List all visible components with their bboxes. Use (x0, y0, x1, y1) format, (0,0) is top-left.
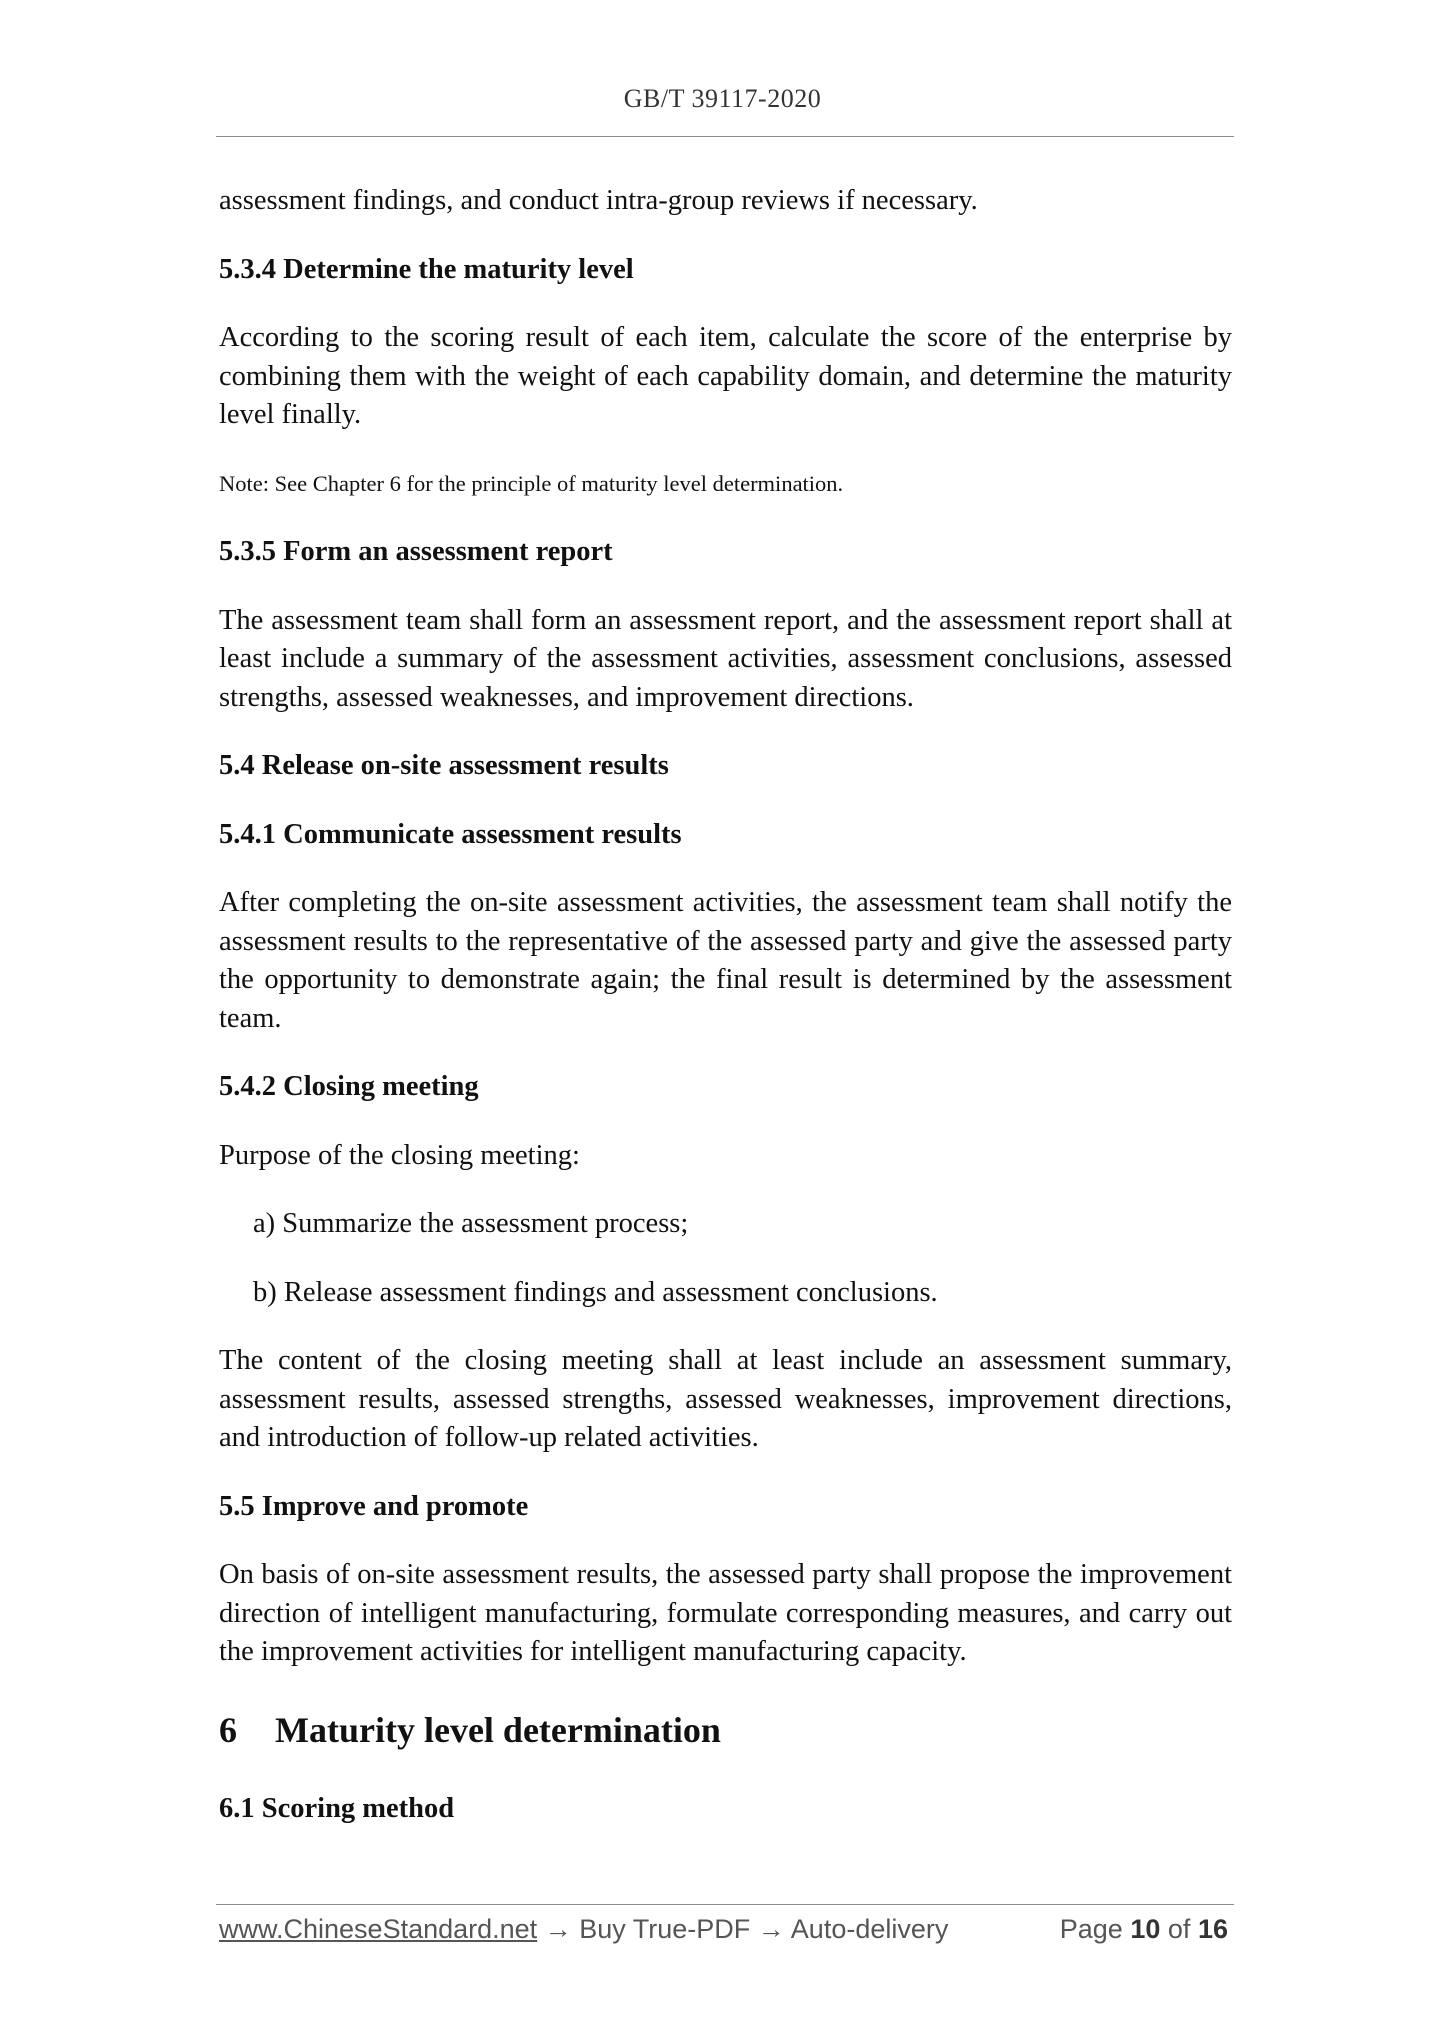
list-item: a) Summarize the assessment process; (253, 1208, 689, 1239)
note-5-3-4: Note: See Chapter 6 for the principle of maturity level determination. (219, 470, 844, 496)
paragraph-5-3-4: According to the scoring result of each item, calculate the score of the enterprise by combining them with the weight of each capability domain, and determine the maturity level finally. (219, 322, 1232, 430)
page-label: Page (1059, 1914, 1123, 1944)
paragraph-5-4-2-intro: Purpose of the closing meeting: (219, 1139, 580, 1171)
page-total: 16 (1197, 1914, 1228, 1944)
footer-divider (216, 1904, 1234, 1905)
arrow-right-icon: → (544, 1914, 572, 1944)
section-heading-5-4-1: 5.4.1 Communicate assessment results (219, 818, 682, 850)
section-heading-5-5: 5.5 Improve and promote (219, 1490, 529, 1522)
page-number (1060, 1914, 1228, 1945)
chapter-title: Maturity level determination (275, 1709, 721, 1750)
header-divider (216, 136, 1234, 137)
section-heading-6-1: 6.1 Scoring method (219, 1792, 455, 1824)
chapter-number: 6 (219, 1709, 237, 1750)
paragraph-5-5: On basis of on-site assessment results, the assessed party shall propose the improvement direction of intelligent manufacturing, formulate corresponding measures, and carry out the improvement activities for intelligent manufacturing capacity. (219, 1559, 1232, 1667)
website-link[interactable]: www.ChineseStandard.net (219, 1914, 538, 1944)
section-heading-5-3-5: 5.3.5 Form an assessment report (219, 536, 613, 567)
page-footer (219, 1914, 1232, 1954)
document-id-header: GB/T 39117-2020 (623, 84, 822, 113)
arrow-right-icon: → (757, 1914, 785, 1944)
section-heading-5-3-4: 5.3.4 Determine the maturity level (219, 253, 634, 285)
paragraph-5-4-1: After completing the on-site assessment activities, the assessment team shall notify the assessment results to the representative of the assessed party and give the assessed party the opportunity to demonstrate again; the final result is determined by the assessment team. (219, 887, 1232, 1034)
paragraph-5-4-2-content: The content of the closing meeting shall at least include an assessment summary, assessment results, assessed strengths, assessed weaknesses, improvement directions, and introduction of follow-up related activities. (219, 1345, 1232, 1453)
paragraph-continued: assessment findings, and conduct intra-group reviews if necessary. (219, 185, 978, 216)
section-heading-5-4-2: 5.4.2 Closing meeting (219, 1071, 479, 1102)
paragraph-5-3-5: The assessment team shall form an assessment report, and the assessment report shall at least include a summary of the assessment activities, assessment conclusions, assessed strengths, assessed weaknesses, and improvement directions. (219, 604, 1232, 713)
footer-links (219, 1914, 948, 1945)
chapter-heading-6 (219, 1706, 1232, 1754)
auto-delivery-text: Auto-delivery (790, 1914, 949, 1944)
page-content (219, 182, 1232, 1858)
page-of: of (1167, 1914, 1191, 1944)
page-current: 10 (1130, 1914, 1161, 1944)
list-item: b) Release assessment findings and assessment conclusions. (253, 1276, 938, 1308)
section-heading-5-4: 5.4 Release on-site assessment results (219, 750, 669, 781)
buy-true-pdf-text: Buy True-PDF (579, 1914, 751, 1944)
